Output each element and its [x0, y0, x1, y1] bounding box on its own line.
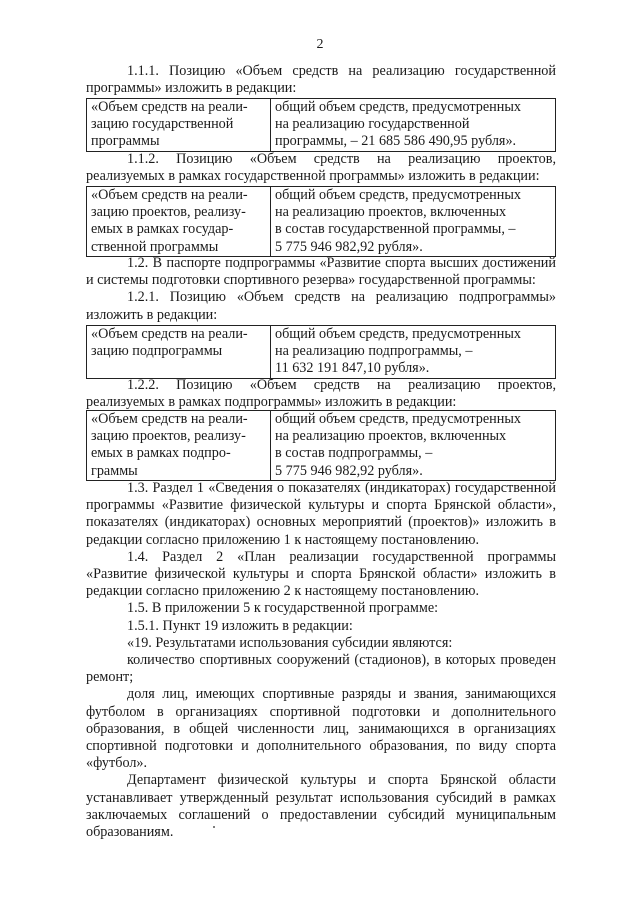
table-row [87, 99, 556, 152]
paragraph-stadium-count: количество спортивных сооружений (стадионов), в которых проведен ремонт; [86, 652, 556, 686]
section-1-2 [86, 255, 556, 324]
table-cell-value: общий объем средств, предусмотренных на реализацию проектов, включенных в состав подпрограммы, – 5 775 946 982,92 рубля». [271, 411, 556, 481]
paragraph-1-2: 1.2. В паспорте подпрограммы «Развитие спорта высших достижений и системы подготовки спортивного резерва» государственной программы: [86, 255, 556, 289]
section-1-1-1 [86, 63, 556, 97]
table-row [87, 411, 556, 481]
table-cell-label: «Объем средств на реали- зацию государственной программы [87, 99, 271, 152]
paragraph-1-1-1: 1.1.1. Позицию «Объем средств на реализацию государственной программы» изложить в редакции: [86, 63, 556, 97]
scan-speck [213, 826, 215, 828]
paragraph-1-3: 1.3. Раздел 1 «Сведения о показателях (индикаторах) государственной программы «Развитие физической культуры и спорта Брянской области», показателях (индикаторах) основных мероприятий (проектов)» изложить в редакции согласно приложению 1 к настоящему постановлению. [86, 480, 556, 548]
page-number: 2 [316, 37, 324, 52]
table-cell-value: общий объем средств, предусмотренных на реализацию государственной программы, – 21 685 586 490,95 рубля». [271, 99, 556, 152]
table-cell-label: «Объем средств на реали- зацию проектов, реализу- емых в рамках государ- ственной программы [87, 187, 271, 257]
paragraph-football-share: доля лиц, имеющих спортивные разряды и звания, занимающихся футболом в организациях спортивной подготовки и дополнительного образования, в общей численности лиц, занимающихся в организациях спортивной подготовки и дополнительного образования, по виду спорта «футбол». [86, 686, 556, 772]
table-state-program-funds [86, 98, 556, 152]
paragraph-1-1-2: 1.1.2. Позицию «Объем средств на реализацию проектов, реализуемых в рамках государственной программы» изложить в редакции: [86, 151, 556, 185]
section-1-2-2 [86, 377, 556, 411]
table-row [87, 187, 556, 257]
paragraph-department: Департамент физической культуры и спорта Брянской области устанавливает утвержденный результат использования субсидий в рамках заключаемых соглашений о предоставлении субсидий муниципальным образованиям. [86, 772, 556, 841]
table-subprogram-projects-funds [86, 410, 556, 481]
table-row [87, 326, 556, 379]
paragraph-1-5: 1.5. В приложении 5 к государственной программе: [127, 600, 439, 617]
table-cell-value: общий объем средств, предусмотренных на реализацию подпрограммы, – 11 632 191 847,10 рубля». [271, 326, 556, 379]
table-program-projects-funds [86, 186, 556, 257]
table-cell-label: «Объем средств на реали- зацию проектов, реализу- емых в рамках подпро- граммы [87, 411, 271, 481]
paragraph-1-2-1: 1.2.1. Позицию «Объем средств на реализацию подпрограммы» изложить в редакции: [86, 289, 556, 323]
sections-1-3-to-end [86, 480, 556, 841]
paragraph-1-2-2: 1.2.2. Позицию «Объем средств на реализацию проектов, реализуемых в рамках подпрограммы» изложить в редакции: [86, 377, 556, 411]
paragraph-1-4: 1.4. Раздел 2 «План реализации государственной программы «Развитие физической культуры и спорта Брянской области» изложить в редакции согласно приложению 2 к настоящему постановлению. [86, 548, 556, 600]
paragraph-1-5-1: 1.5.1. Пункт 19 изложить в редакции: [127, 617, 353, 634]
table-subprogram-funds [86, 325, 556, 379]
paragraph-19: «19. Результатами использования субсидии являются: [127, 634, 453, 651]
section-1-1-2 [86, 151, 556, 185]
table-cell-value: общий объем средств, предусмотренных на реализацию проектов, включенных в состав государственной программы, – 5 775 946 982,92 рубля». [271, 187, 556, 257]
table-cell-label: «Объем средств на реали- зацию подпрограммы [87, 326, 271, 379]
